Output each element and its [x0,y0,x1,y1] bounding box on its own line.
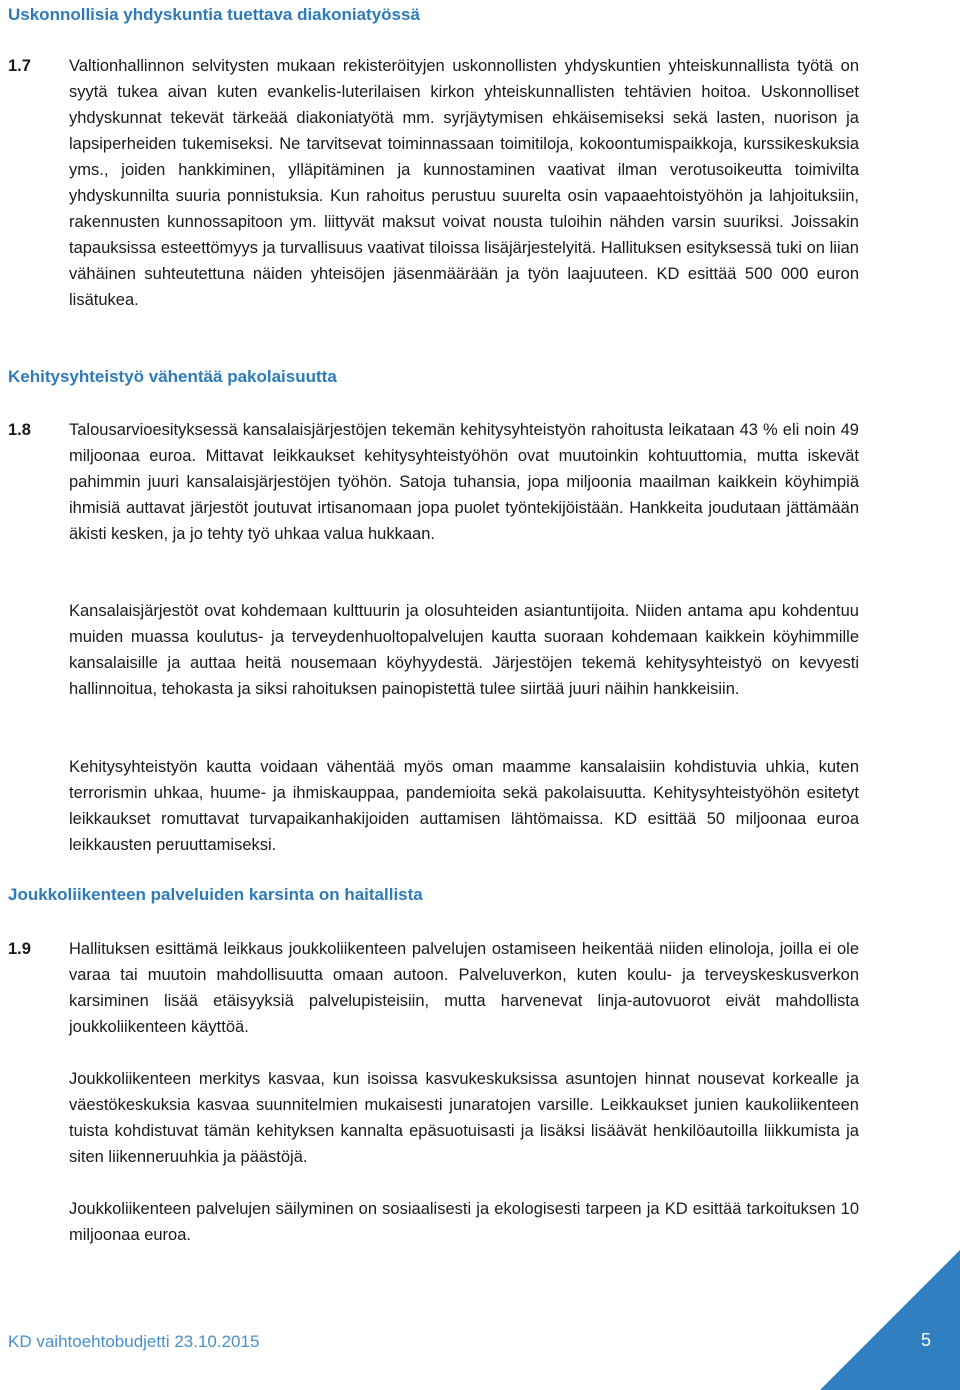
section-paragraph: Joukkoliikenteen palvelujen säilyminen on sosiaalisesti ja ekologisesti tarpeen ja KD esittää tarkoituksen 10 miljoonaa euroa. [69,1200,859,1244]
footer-text: KD vaihtoehtobudjetti 23.10.2015 [8,1332,260,1351]
section-paragraph: Hallituksen esittämä leikkaus joukkoliikenteen palvelujen ostamiseen heikentää niiden elinoloja, joilla ei ole varaa tai muutoin mahdollisuutta omaan autoon. Palveluverkon, kuten koulu- ja terveyskeskusverkon karsiminen lisää etäisyyksiä palvelupisteisiin, mutta harvenevat linja-autovuorot eivät mahdollista joukkoliikenteen käyttöä. [69,940,859,1036]
section-number: 1.7 [8,57,31,75]
section-number: 1.8 [8,421,31,439]
section-paragraph: Joukkoliikenteen merkitys kasvaa, kun isoissa kasvukeskuksissa asuntojen hinnat nousevat korkealle ja väestökeskuksia kasvaa suunnitelmien mukaisesti junaratojen varsille. Leikkaukset junien kaukoliikenteen tuista kohdistuvat tämän kehityksen kannalta epäsuotuisasti ja lisäksi lisäävät henkilöautoilla liikkumista ja siten liikenneruuhkia ja päästöjä. [69,1070,859,1166]
corner-triangle-decoration [820,1250,960,1390]
page-number: 5 [921,1330,932,1350]
section-paragraph: Kansalaisjärjestöt ovat kohdemaan kulttuurin ja olosuhteiden asiantuntijoita. Niiden antama apu kohdentuu muiden muassa koulutus- ja terveydenhuoltopalvelujen kautta suoraan kohdemaan kaikkein köyhimmille kansalaisille ja auttaa heitä nousemaan köyhyydestä. Järjestöjen tekemä kehitysyhteistyö on kevyesti hallinnoitua, tehokasta ja siksi rahoituksen painopistettä tulee siirtää juuri näihin hankkeisiin. [69,602,859,698]
section-paragraph: Valtionhallinnon selvitysten mukaan rekisteröityjen uskonnollisten yhdyskuntien yhteiskunnallista työtä on syytä tukea aivan kuten evankelis-luterilaisen kirkon yhteiskunnallisten tehtävien hoitoa. Uskonnolliset yhdyskunnat tekevät tärkeää diakoniatyötä mm. syrjäytymisen ehkäisemiseksi sekä lasten, nuorison ja lapsiperheiden tukemiseksi. Ne tarvitsevat toiminnassaan toimitiloja, kokoontumispaikkoja, kurssikeskuksia yms., joiden hankkiminen, ylläpitäminen ja kunnostaminen vaativat ilman verotusoikeutta toimivilta yhdyskunnilta suuria ponnistuksia. Kun rahoitus perustuu suurelta osin vapaaehtoistyöhön ja lahjoituksiin, rakennusten kunnossapitoon ym. liittyvät maksut voivat nousta tuloihin nähden varsin suuriksi. Joissakin tapauksissa esteettömyys ja turvallisuus vaativat tiloissa lisäjärjestelyitä. Hallituksen esityksessä tuki on liian vähäinen suhteutettuna näiden yhteisöjen jäsenmäärään ja työn laajuuteen. KD esittää 500 000 euron lisätukea. [69,57,859,309]
section-number: 1.9 [8,940,31,958]
section-heading: Uskonnollisia yhdyskuntia tuettava diakoniatyössä [8,5,420,24]
section-paragraph: Talousarvioesityksessä kansalaisjärjestöjen tekemän kehitysyhteistyön rahoitusta leikataan 43 % eli noin 49 miljoonaa euroa. Mittavat leikkaukset kehitysyhteistyöhön ovat muutoinkin kohtuuttomia, mutta iskevät pahimmin juuri kansalaisjärjestöjen työhön. Satoja tuhansia, jopa miljoonia maailman kaikkein köyhimpiä ihmisiä auttavat järjestöt joutuvat irtisanomaan jopa puolet työntekijöistään. Hankkeita joudutaan jättämään äkisti kesken, ja jo tehty työ uhkaa valua hukkaan. [69,421,859,543]
section-heading: Kehitysyhteistyö vähentää pakolaisuutta [8,367,337,386]
section-heading: Joukkoliikenteen palveluiden karsinta on haitallista [8,885,423,904]
section-paragraph: Kehitysyhteistyön kautta voidaan vähentää myös oman maamme kansalaisiin kohdistuvia uhkia, kuten terrorismin uhkaa, huume- ja ihmiskauppaa, pandemioita sekä pakolaisuutta. Kehitysyhteistyöhön esitetyt leikkaukset romuttavat turvapaikanhakijoiden auttamisen lähtömaissa. KD esittää 50 miljoonaa euroa leikkausten peruuttamiseksi. [69,758,859,854]
